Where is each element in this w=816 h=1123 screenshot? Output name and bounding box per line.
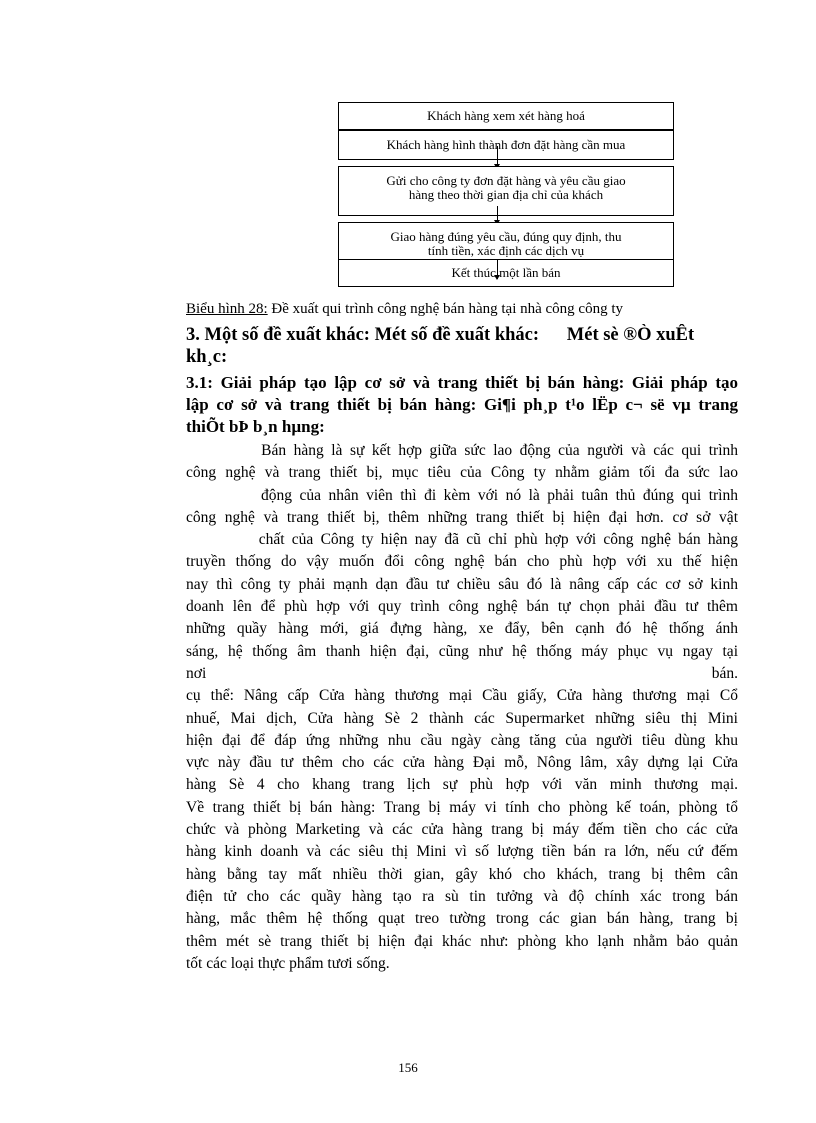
body-line: Về trang thiết bị bán hàng: Trang bị máy vi tính cho phòng kế toán, phòng tổ bbox=[186, 798, 738, 816]
body-line: truyền thống do vậy muốn đổi công nghệ bán cho phù hợp với xu thế hiện bbox=[186, 553, 738, 571]
body-line: hiện đại để đáp ứng những nhu cầu ngày càng tăng của người tiêu dùng khu bbox=[186, 731, 738, 749]
flow-step-4-line2: tính tiền, xác định các dịch vụ bbox=[427, 243, 585, 258]
body-line: công nghệ và trang thiết bị, thêm những trang thiết bị hiện đại hơn. cơ sở vật bbox=[186, 508, 738, 526]
body-line: tốt các loại thực phẩm tươi sống. bbox=[186, 954, 390, 972]
body-line: vực này đầu tư thêm cho các cửa hàng Đại mỗ, Nông lâm, xây dựng lại Cửa bbox=[186, 754, 738, 772]
flow-step-4-line1: Giao hàng đúng yêu cầu, đúng quy định, thu bbox=[390, 229, 622, 244]
flow-step-5-text: Kết thúc một lần bán bbox=[451, 265, 561, 280]
body-line: doanh lên để phù hợp với quy trình công nghệ bán tự chọn phải đầu tư thêm bbox=[186, 598, 738, 616]
figure-caption bbox=[186, 301, 746, 318]
body-line: những quầy hàng mới, giá đựng hàng, xe đẩy, bên cạnh đó hệ thống ánh bbox=[186, 620, 738, 638]
body-line: nay thì công ty phải mạnh dạn đầu tư chiều sâu đó là nâng cấp các cơ sở kinh bbox=[186, 575, 738, 593]
flow-step-2 bbox=[338, 130, 674, 160]
flow-step-2-text: Khách hàng hình thành đơn đặt hàng cần mua bbox=[386, 137, 626, 152]
body-line: hàng kinh doanh và các siêu thị Mini vì số lượng tiền bán ra lớn, nếu cứ đếm bbox=[186, 843, 738, 861]
body-line: động của nhân viên thì đi kèm với nó là phải tuân thủ đúng qui trình bbox=[186, 486, 738, 504]
flow-step-1 bbox=[338, 102, 674, 130]
body-line: Bán hàng là sự kết hợp giữa sức lao động của người và các qui trình bbox=[186, 442, 738, 459]
flow-arrow-4 bbox=[497, 259, 498, 279]
section-heading-3-line2: kh¸c: bbox=[186, 347, 228, 367]
flow-step-3 bbox=[338, 166, 674, 216]
body-line: hàng Sè 4 cho khang trang lịch sự phù hợp với văn minh thương mại. bbox=[186, 776, 738, 794]
body-line: sáng, hệ thống âm thanh hiện đại, cũng như hệ thống máy phục vụ ngay tại bbox=[186, 642, 738, 660]
flow-step-1-text: Khách hàng xem xét hàng hoá bbox=[427, 108, 585, 123]
body-line: chức và phòng Marketing và các cửa hàng trang bị máy đếm tiền cho các cửa bbox=[186, 821, 738, 839]
body-paragraph bbox=[186, 440, 738, 975]
body-line: công nghệ và trang thiết bị, mục tiêu của Công ty nhằm giảm tối đa sức lao bbox=[186, 464, 738, 482]
body-line: nhuế, Mai dịch, Cửa hàng Sè 2 thành các Supermarket những siêu thị Mini bbox=[186, 709, 738, 727]
body-line: hàng bằng tay mất nhiều thời gian, gây khó cho khách, trang bị thêm cân bbox=[186, 865, 738, 883]
body-line: điện tử cho các quầy hàng tạo ra sù tin tưởng và độ chính xác trong bán bbox=[186, 887, 738, 905]
body-line: hàng, mắc thêm hệ thống quạt treo tường trong các gian bán hàng, trang bị bbox=[186, 910, 738, 928]
subsection-heading-3-1-line2: lập cơ sở và trang thiết bị bán hàng: Gi¶i ph¸p t¹o lËp c¬ së vµ trang bbox=[186, 395, 738, 414]
figure-caption-text: Đề xuất qui trình công nghệ bán hàng tại nhà công công ty bbox=[267, 301, 623, 317]
subsection-heading-3-1-line3: thiÕt bÞ b¸n hµng: bbox=[186, 417, 325, 436]
flow-step-3-line2: hàng theo thời gian địa chỉ của khách bbox=[408, 187, 604, 202]
figure-caption-label: Biểu hình 28: bbox=[186, 301, 268, 317]
body-line: chất của Công ty hiện nay đã cũ chỉ phù hợp với công nghệ bán hàng bbox=[186, 531, 738, 549]
body-line: nơi bán. bbox=[186, 664, 738, 682]
section-heading-3 bbox=[186, 324, 738, 368]
page-number: 156 bbox=[398, 1060, 418, 1075]
subsection-heading-3-1 bbox=[186, 372, 738, 438]
flow-step-5 bbox=[338, 259, 674, 287]
flow-step-4 bbox=[338, 222, 674, 260]
body-line: thêm mét sè trang thiết bị hiện đại khác như: phòng kho lạnh nhằm bảo quản bbox=[186, 932, 738, 950]
subsection-heading-3-1-line1: 3.1: Giải pháp tạo lập cơ sở và trang thiết bị bán hàng: Giải pháp tạo bbox=[186, 373, 738, 392]
body-line: cụ thể: Nâng cấp Cửa hàng thương mại Cầu giấy, Cửa hàng thương mại Cổ bbox=[186, 687, 738, 705]
flow-arrow-2 bbox=[497, 146, 498, 168]
flow-step-3-line1: Gửi cho công ty đơn đặt hàng và yêu cầu giao bbox=[386, 173, 626, 188]
section-heading-3-line1: 3. Một số đề xuất khác: Mét số đề xuất khác: Mét sè ®Ò xuÊt bbox=[186, 325, 695, 345]
